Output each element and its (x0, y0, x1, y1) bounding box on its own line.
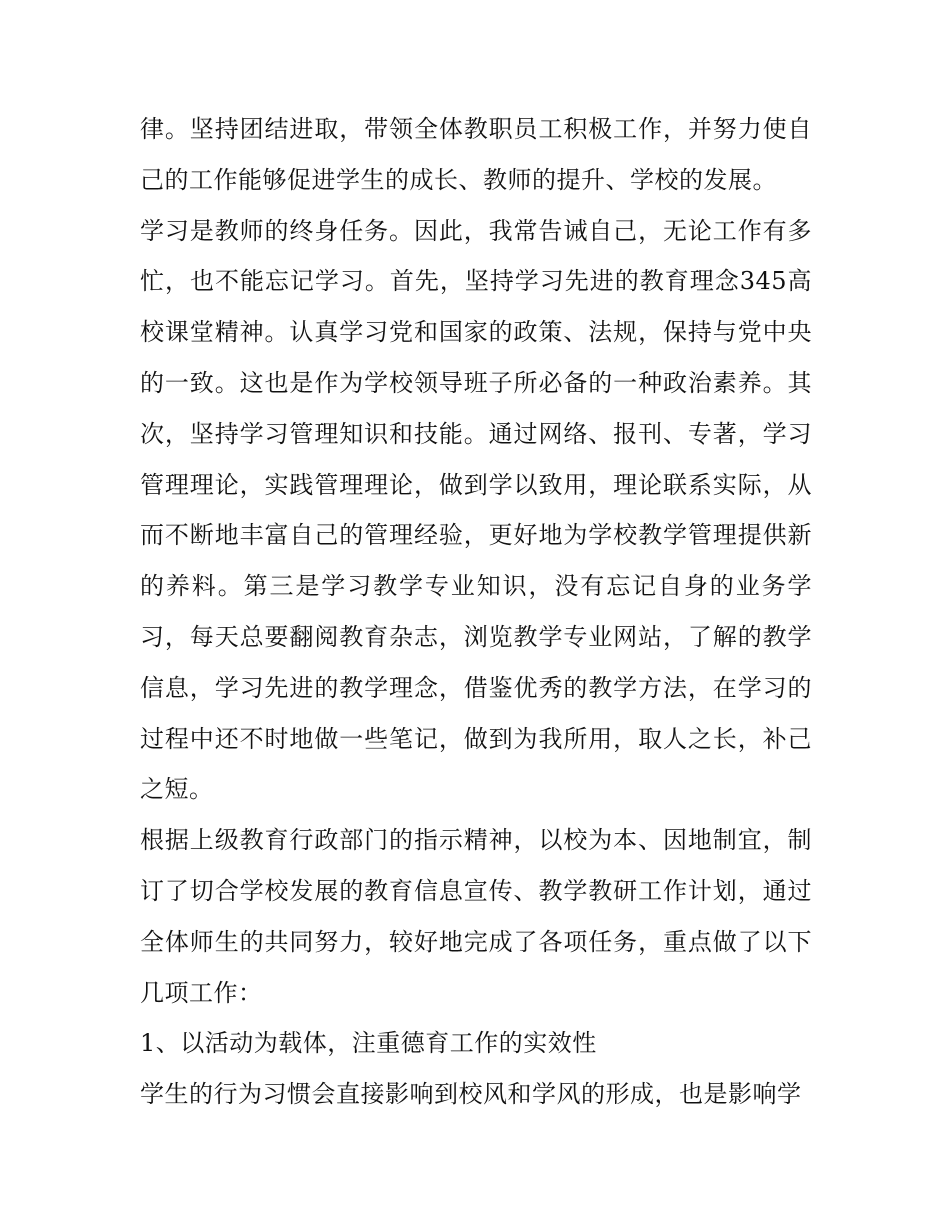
paragraph-closing: 学生的行为习惯会直接影响到校风和学风的形成，也是影响学 (140, 1080, 802, 1109)
paragraph-continuation: 律。坚持团结进取，带领全体教职员工积极工作，并努力使自己的工作能够促进学生的成长、教师的提升、学校的发展。 (140, 115, 812, 194)
document-body (140, 104, 812, 1120)
section-heading: 1、以活动为载体，注重德育工作的实效性 (140, 1029, 597, 1058)
paragraph-learning: 学习是教师的终身任务。因此，我常告诫自己，无论工作有多忙，也不能忘记学习。首先，坚持学习先进的教育理念345高校课堂精神。认真学习党和国家的政策、法规，保持与党中央的一致。这也是作为学校领导班子所必备的一种政治素养。其次，坚持学习管理知识和技能。通过网络、报刊、专著，学习管理理论，实践管理理论，做到学以致用，理论联系实际，从而不断地丰富自己的管理经验，更好地为学校教学管理提供新的养料。第三是学习教学专业知识，没有忘记自身的业务学习，每天总要翻阅教育杂志，浏览教学专业网站，了解的教学信息，学习先进的教学理念，借鉴优秀的教学方法，在学习的过程中还不时地做一些笔记，做到为我所用，取人之长，补己之短。 (140, 216, 812, 804)
paragraph-planning: 根据上级教育行政部门的指示精神，以校为本、因地制宜，制订了切合学校发展的教育信息宣传、教学教研工作计划，通过全体师生的共同努力，较好地完成了各项任务，重点做了以下几项工作： (140, 826, 812, 1007)
